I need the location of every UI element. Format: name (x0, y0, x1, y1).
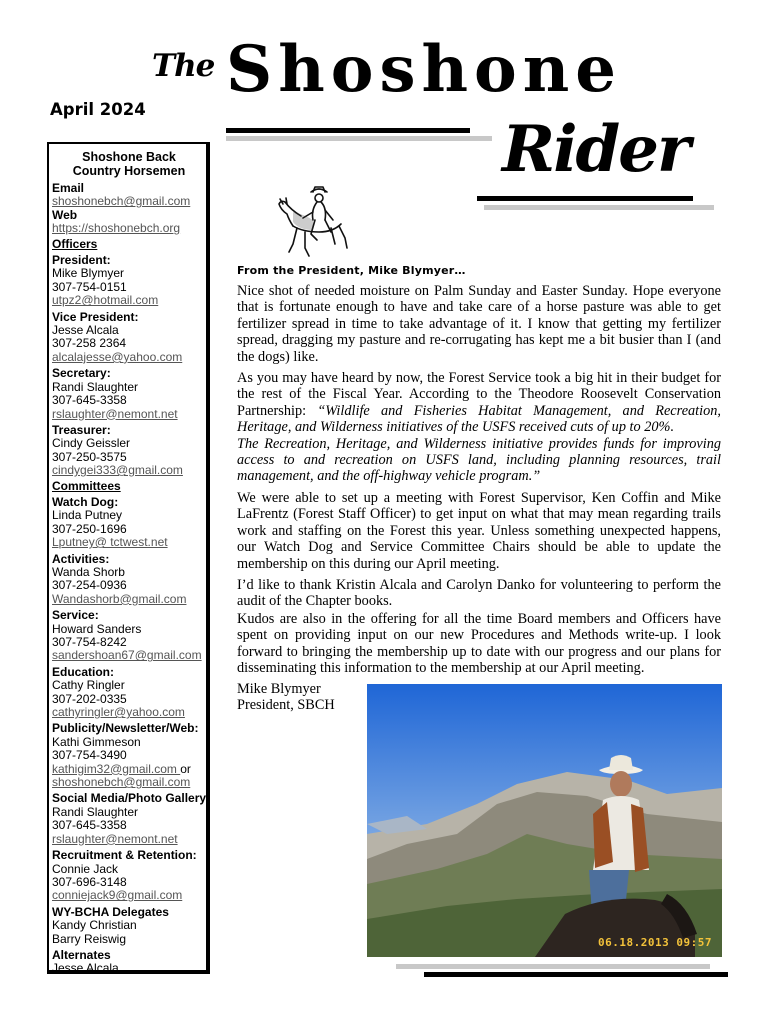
service-email-link[interactable]: sandershoan67@gmail.com (52, 648, 202, 663)
org-name: Shoshone Back Country Horsemen (72, 150, 186, 178)
rider-rule-gray (484, 205, 714, 210)
committee-wybcha: WY-BCHA Delegates Kandy Christian Barry Reiswig (52, 904, 169, 946)
masthead-the: The (152, 48, 215, 84)
photo-date-stamp: 06.18.2013 09:57 (598, 936, 712, 949)
committee-activities: Activities: Wanda Shorb 307-254-0936 Wandashorb@gmail.com (52, 553, 206, 607)
quote: The Recreation, Heritage, and Wilderness initiative provides funds for improving access to and recreation on USFS land, including planning resources, trail management, and the off-highway vehicle program.” (237, 435, 721, 485)
social-media-email-link[interactable]: rslaughter@nemont.net (52, 831, 178, 846)
recruitment-email-link[interactable]: conniejack9@gmail.com (52, 888, 183, 903)
officer-secretary: Secretary: Randi Slaughter 307-645-3358 rslaughter@nemont.net (52, 367, 206, 421)
secretary-email-link[interactable]: rslaughter@nemont.net (52, 406, 178, 421)
committee-watch-dog: Watch Dog: Linda Putney 307-250-1696 Lputney@ tctwest.net (52, 496, 206, 550)
treasurer-email-link[interactable]: cindygei333@gmail.com (52, 463, 183, 478)
publicity-club-email-link[interactable]: shoshonebch@gmail.com (52, 775, 191, 790)
signoff-title: President, SBCH (237, 697, 335, 714)
activities-email-link[interactable]: Wandashorb@gmail.com (52, 591, 187, 606)
mountain-landscape-image (367, 684, 722, 957)
rider-rule-black (477, 196, 693, 201)
email-label: Email (52, 181, 85, 195)
vice-president-email-link[interactable]: alcalajesse@yahoo.com (52, 349, 183, 364)
masthead-rider: Rider (502, 112, 689, 187)
committees-heading: Committees (52, 478, 121, 493)
masthead-rule-black (226, 128, 470, 133)
committee-alternates: Alternates Jesse Alcala (52, 947, 119, 976)
paragraph: We were able to set up a meeting with Forest Supervisor, Ken Coffin and Mike LaFrentz (Forest Staff Officer) to get input on what that may mean regarding trails work and staffing on the Forest this year. Unless something unexpected happens, our Watch Dog and Service Committee Chairs should be able to update the membership on this during our April meeting. (237, 489, 721, 572)
masthead-shoshone: Shoshone (226, 32, 622, 107)
paragraph: Kudos are also in the offering for all the time Board members and Officers have spent on providing input on our new Procedures and Methods write-up. I look forward to bringing the membership up to date with our progress and our plans for disseminating this information to the membership at our April meeting. (237, 610, 721, 676)
officer-president: President: Mike Blymyer 307-754-0151 utpz2@hotmail.com (52, 254, 206, 308)
officer-vice-president: Vice President: Jesse Alcala 307-258 2364 alcalajesse@yahoo.com (52, 311, 206, 365)
or-text: or (180, 761, 191, 776)
committee-service: Service: Howard Sanders 307-754-8242 sandershoan67@gmail.com (52, 609, 206, 663)
web-label: Web (52, 207, 78, 222)
president-email-link[interactable]: utpz2@hotmail.com (52, 293, 159, 308)
paragraph: As you may have heard by now, the Forest Service took a big hit in their budget for the rest of the Fiscal Year. According to the Theodore Roosevelt Conservation Partnership: “Wildlife and Fisheries Habitat Management, and Recreation, Heritage, and Wilderness initiatives of the USFS received cuts of up to 20%. The Recreation, Heritage, and Wilderness initiative provides funds for improving access to and recreation on USFS land, including planning resources, trail management, and the off-highway vehicle program.” (237, 370, 721, 485)
issue-date: April 2024 (50, 100, 146, 119)
officer-treasurer: Treasurer: Cindy Geissler 307-250-3575 cindygei333@gmail.com (52, 424, 206, 478)
footer-rule-black (424, 972, 728, 977)
article-body (237, 283, 721, 681)
committee-recruitment: Recruitment & Retention: Connie Jack 307-696-3148 conniejack9@gmail.com (52, 849, 206, 903)
masthead-rule-gray (226, 136, 492, 141)
committee-publicity: Publicity/Newsletter/Web: Kathi Gimmeson 307-754-3490 kathigim32@gmail.com or shoshonebch@gmail.com (52, 722, 206, 789)
paragraph: I’d like to thank Kristin Alcala and Carolyn Danko for volunteering to perform the audit of the Chapter books. (237, 576, 721, 610)
signoff-name: Mike Blymyer (237, 681, 321, 697)
article-heading: From the President, Mike Blymyer… (237, 264, 466, 277)
horse-rider-logo (271, 182, 351, 260)
paragraph: Nice shot of needed moisture on Palm Sunday and Easter Sunday. Hope everyone that is fortunate enough to have and take care of a horse pasture was able to get fertilizer spread in time to take advantage of it. I know that getting my fertilizer spread, dragging my pasture and re-corrugating has kept me a bit busier than I (and the dogs) like. (237, 283, 721, 365)
footer-rule-gray (396, 964, 710, 969)
watch-dog-email-link[interactable]: Lputney@ tctwest.net (52, 535, 168, 550)
education-email-link[interactable]: cathyringler@yahoo.com (52, 705, 185, 720)
committee-education: Education: Cathy Ringler 307-202-0335 cathyringler@yahoo.com (52, 666, 206, 720)
sidebar-directory (47, 142, 210, 974)
rider-photo (367, 684, 722, 957)
signoff (237, 681, 335, 714)
committee-social-media: Social Media/Photo Gallery: Randi Slaughter 307-645-3358 rslaughter@nemont.net (52, 791, 211, 846)
publicity-email-link[interactable]: kathigim32@gmail.com (52, 761, 181, 776)
club-email-link[interactable]: shoshonebch@gmail.com (52, 194, 191, 209)
club-web-link[interactable]: https://shoshonebch.org (52, 221, 181, 236)
officers-heading: Officers (52, 236, 98, 251)
quote: “Wildlife and Fisheries Habitat Management, and Recreation, Heritage, and Wilderness initiatives of the USFS received cuts of up to 20%. (237, 402, 721, 436)
